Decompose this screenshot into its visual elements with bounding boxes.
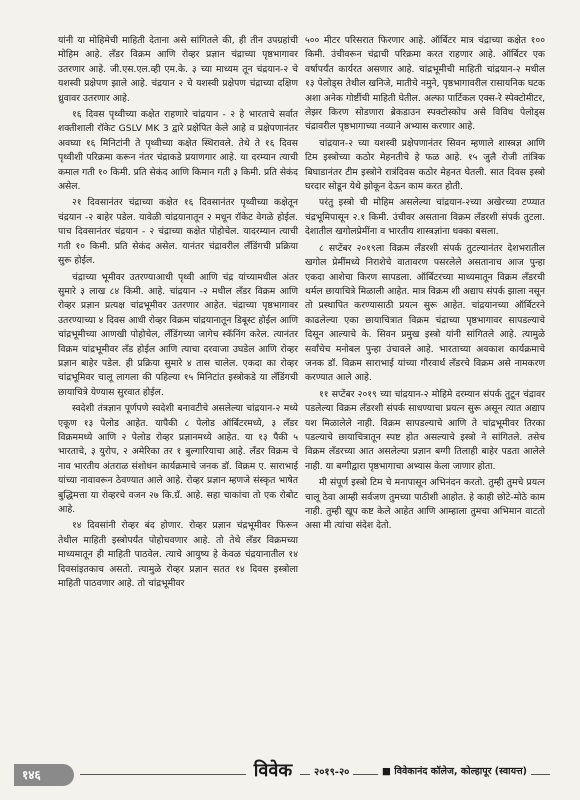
- paragraph: ११ सप्टेंबर २०१९ च्या चांद्रयान-२ मोहिमे दरम्यान संपर्क तुटून चंद्रावर पडलेल्या विक्रम लँडरशी संपर्क साधण्याचा प्रयत्न सुरू असून त्यात अद्याप यश मिळालेले नाही. विक्रम सापडल्याचे आणि ते चांद्रभूमीवर तिरका पडल्याचे छायाचित्रातून स्पष्ट होत असल्याचे इस्त्रो ने सांगितले. तसेच विक्रम लँडरच्या आत असलेल्या प्रज्ञान बग्गी तिलाही बाहेर पडता आलेले नाही. या बग्गीद्वारा पृष्ठभागाचा अभ्यास केला जाणार होता.: [305, 388, 545, 472]
- paragraph: मी संपूर्ण इस्त्रो टिम चे मनापासून अभिनंदन करतो. तुम्ही तुमचे प्रयत्न चालू ठेवा आम्ही सर्वजण तुमच्या पाठीशी आहोत. हे काही छोटे-मोठे काम नाही. तुम्ही खूप कष्ट केले आहेत आणि आम्हाला तुमचा अभिमान वाटतो असा मी त्यांचा संदेश देतो.: [305, 477, 545, 532]
- page-footer: [0, 754, 580, 784]
- paragraph: ५०० मीटर परिसरात फिरणार आहे. ऑर्बिटर मात्र चंद्राच्या कक्षेत १०० किमी. उंचीवरून चंद्राची परिक्रमा करत राहणार आहे. ऑर्बिटर एक वर्षापर्यंत कार्यरत असणार आहे. चांद्रभूमीची माहिती चांद्रयान-२ मधील १३ पेलोड्स तेथील खनिजे, मातीचे नमुने, पृष्ठभागावरील रासायनिक घटक अशा अनेक गोष्टींची माहिती घेतील. अल्फा पार्टिकल एक्स-रे स्पेक्टोमीटर, लेझर किरण सोडणारा ब्रेकडाउन स्पक्टोस्कोप असे विविध पेलोड्स चंद्रावरील पृष्ठभागाच्या नव्याने अभ्यास करणार आहे.: [305, 35, 545, 133]
- footer-college-name: ■ विवेकानंद कॉलेज, कोल्हापूर (स्वायत्त): [378, 764, 531, 777]
- right-text-column: [305, 34, 545, 536]
- paragraph: १६ दिवस पृथ्वीच्या कक्षेत राहणारे चांद्रयान - २ हे भारताचे सर्वात शक्तीशाली रॉकेट GSLV MK 3 द्वारे प्रक्षेपित केले आहे व प्रक्षेपणानंतर अवघ्या १६ मिनिटांनी ते पृथ्वीच्या कक्षेत स्थिरावले. तेथे ते १६ दिवस पृथ्वीशी परिक्रमा करून नंतर चंद्राकडे प्रयाणगार आहे. या दरम्यान त्याची कमाल गती १० किमी. प्रति सेकंद आणि किमान गती ३ किमी. प्रति सेकंद असेल.: [58, 109, 298, 193]
- page-number-badge: १४६: [14, 764, 74, 786]
- paragraph: यांनी या मोहिमेची माहिती देताना असे सांगितले की, ही तीन उपग्रहांची मोहिम आहे. लॅंडर विक्रम आणि रोव्हर प्रज्ञान चंद्राच्या पृष्ठभागावर उतरणार आहे. जी.एस.एल.व्ही एम.के. ३ च्या माध्यम तून चंद्रयान-२ चे यशस्वी प्रक्षेपण झाले आहे. चंद्रयान २ चे यशस्वी प्रक्षेपण चंद्राच्या दक्षिण ध्रुवावर उतरणार आहे.: [58, 35, 298, 104]
- paragraph: १४ दिवसांनी रोव्हर बंद होणार. रोव्हर प्रज्ञान चंद्रभूमीवर फिरून तेथील माहिती इस्त्रोपर्यंत पोहोचवणार आहे. तो तेथे लँडर विक्रमच्या माध्यमातून ही माहिती पाठवेल. त्याचे आयुष्य हे केवळ चंद्रयानातील १४ दिवसांइतकाच असतो. त्यामुळे रोव्हर प्रज्ञान सतत १४ दिवस इस्त्रोला माहिती पाठवणार आहे. तो चांद्रभूमीवर: [58, 520, 298, 590]
- paragraph: स्वदेशी तंत्रज्ञान पूर्णपणे स्वदेशी बनावटीचे असलेल्या चांद्रयान-२ मध्ये एकूण १३ पेलोड आहेत. यापैकी ८ पेलोड ऑर्बिटरमध्ये, ३ लँडर विक्रममध्ये आणि २ पेलोड रोव्हर प्रज्ञानमध्ये आहेत. या १३ पैकी ५ भारताचे, ३ युरोप, २ अमेरिका तर १ बुल्गारियाचा आहे. लँडर विक्रम चे नाव भारतीय अंतराळ संशोधन कार्यक्रमाचे जनक डॉ. विक्रम ए. साराभाई यांच्या नावावरून ठेवण्यात आले आहे. रोव्हर प्रज्ञान म्हणजे संस्कृत भाषेत बुद्धिमत्ता या रोव्हरचे वजन २७ कि.ग्रॅ. आहे. सहा चाकांचा तो एक रोबोट आहे.: [58, 403, 298, 515]
- paragraph: परंतु इस्त्रो ची मोहिम असलेल्या चांद्रयान-२च्या अखेरच्या टप्प्यात चंद्रभूमिपासून २.१ किमी. उंचीवर असताना विक्रम लँडरशी संपर्क तुटला. देशातील खगोलप्रेमींना व भारतीय शास्त्रज्ञांना धक्का बसला.: [305, 197, 545, 238]
- magazine-logo: विवेक: [246, 756, 300, 786]
- left-text-column: [58, 34, 298, 593]
- footer-year: २०१९-२०: [310, 764, 353, 778]
- paragraph: ८ सप्टेंबर २०१९ला विक्रम लँडरशी संपर्क तुटल्यानंतर देशभरातील खगोल प्रेमींमध्ये निराशेचे वातावरण पसरलेले असतानाच आज पुन्हा एकदा आशेचा किरण सापडला. ऑर्बिटरच्या माध्यमातून विक्रम लँडरची थर्मल छायाचित्रे मिळाली आहेत. मात्र विक्रम शी अद्याप संपर्क झाला नसून तो प्रस्थापित करण्यासाठी प्रयत्न सुरू आहेत. चांद्रयानच्या ऑर्बिटरने काढलेल्या एका छायाचित्रात विक्रम चंद्राच्या पृष्ठभागावर सापडल्याचे दिसून आल्याचे के. सिवन प्रमुख इस्त्रो यांनी सांगितले आहे. त्यामुळे सर्वांचेच मनोबल पुन्हा उंचावले आहे. भारताच्या अवकाश कार्यक्रमाचे जनक डॉ. विक्रम साराभाई यांच्या गौरवार्थ लँडरचे विक्रम असे नामकरण करण्यात आले आहे.: [305, 242, 545, 384]
- paragraph: चंद्राच्या भूमीवर उतरण्याआधी पृथ्वी आणि चंद्र यांच्यामधील अंतर सुमारे ३ लाख ८४ किमी. आहे. चांद्रयान -२ मधील लँडर विक्रम आणि रोव्हर प्रज्ञान प्रत्यक्ष चांद्रभूमीवर उतरणार आहेत. चंद्राच्या पृष्ठभागावर उतरण्याच्या ४ दिवस आधी रोव्हर विक्रम चांद्रयानातून डिबूस्ट होईल आणि चांद्रभूमीच्या आणखी पोहोचेल, लँडिंगच्या जागेच स्कॅनिंग करेल. त्यानंतर विक्रम चांद्रभूमीवर लँड होईल आणि त्याचा दरवाजा उघडेल आणि रोव्हर प्रज्ञान बाहेर पडेल. ही प्रक्रिया सुमारे ४ तास चालेल. एकदा का रोव्हर चांद्रभूमिवर चालू लागला की पहिल्या १५ मिनिटांत इस्त्रोकडे या लँडिंगची छायाचित्रे येण्यास सुरवात होईल.: [58, 271, 298, 398]
- paragraph: चांद्रयान-२ च्या यशस्वी प्रक्षेपणानंतर सिवन म्हणाले शास्त्रज्ञ आणि टिम इस्त्रोच्या कठोर मेहनतीचे हे फळ आहे. १५ जुलै रोजी तांत्रिक बिघाडानंतर टीम इस्त्रोने रात्रंदिवस कठोर मेहनत घेतली. सात दिवस इस्त्रो घरदार सोडून येथे झोकून देऊन काम करत होती.: [305, 137, 545, 193]
- paragraph: २१ दिवसानंतर चंद्राच्या कक्षेत १६ दिवसानंतर पृथ्वीच्या कक्षेतून चंद्रयान -२ बाहेर पडेल. यावेळी चांद्रयानातून २ मधून रॉकेट वेगळे होईल. पाच दिवसानंतर चंद्रयान - २ चंद्राच्या कक्षेत पोहोचेल. यादरम्यान त्याची गती १० किमी. प्रति सेकंद असेल. यानंतर चंद्रावरील लँडिंगची प्रक्रिया सुरू होईल.: [58, 197, 298, 267]
